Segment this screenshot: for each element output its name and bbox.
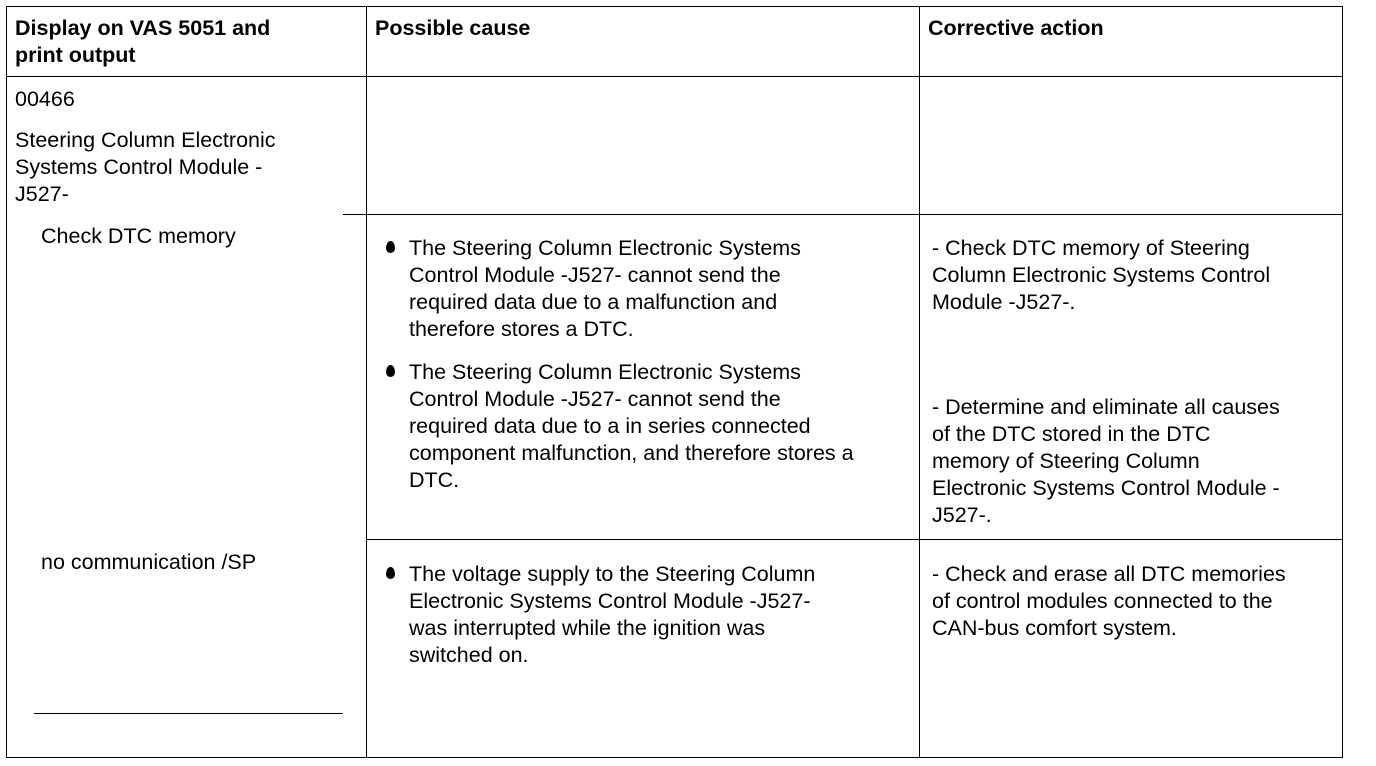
action-3-line-3: CAN-bus comfort system. [932, 616, 1177, 640]
cause-2-line-3: required data due to a in series connected [409, 414, 811, 438]
cause-2-line-4: component malfunction, and therefore stores a [409, 441, 854, 465]
component-name-line-1: Steering Column Electronic [15, 128, 276, 152]
column-divider-1 [366, 6, 367, 758]
bullet-icon [386, 365, 395, 377]
action-3-line-2: of control modules connected to the [932, 589, 1273, 613]
bullet-icon [386, 241, 395, 253]
action-1-line-3: Module -J527-. [932, 290, 1076, 314]
code-block-divider [343, 214, 1343, 215]
cause-1-line-3: required data due to a malfunction and [409, 290, 778, 314]
cause-2-line-5: DTC. [409, 468, 460, 492]
table-left-border [6, 6, 7, 758]
action-2-line-2: of the DTC stored in the DTC [932, 422, 1211, 446]
cause-2-line-1: The Steering Column Electronic Systems [409, 360, 801, 384]
row-divider [367, 539, 1343, 540]
header-corrective-action: Corrective action [928, 16, 1104, 40]
display-check-dtc-memory: Check DTC memory [41, 224, 236, 248]
header-display-line-2: print output [15, 43, 136, 67]
cause-1-line-4: therefore stores a DTC. [409, 317, 634, 341]
dtc-code: 00466 [15, 87, 75, 111]
action-2-line-4: Electronic Systems Control Module - [932, 476, 1280, 500]
display-no-communication: no communication /SP [41, 550, 257, 574]
bullet-icon [386, 567, 395, 579]
table-top-border [6, 6, 1343, 7]
cause-1-line-2: Control Module -J527- cannot send the [409, 263, 781, 287]
cause-3-line-3: was interrupted while the ignition was [409, 616, 766, 640]
display-end-line [34, 713, 343, 714]
cause-2-line-2: Control Module -J527- cannot send the [409, 387, 781, 411]
header-display-line-1: Display on VAS 5051 and [15, 16, 271, 40]
action-2-line-3: memory of Steering Column [932, 449, 1200, 473]
column-divider-2 [919, 6, 920, 758]
action-2-line-1: - Determine and eliminate all causes [932, 395, 1280, 419]
cause-3-line-4: switched on. [409, 643, 529, 667]
cause-3-line-2: Electronic Systems Control Module -J527- [409, 589, 811, 613]
action-3-line-1: - Check and erase all DTC memories [932, 562, 1286, 586]
header-possible-cause: Possible cause [375, 16, 531, 40]
header-bottom-border [6, 76, 1343, 77]
action-1-line-2: Column Electronic Systems Control [932, 263, 1271, 287]
cause-3-line-1: The voltage supply to the Steering Column [409, 562, 816, 586]
table-right-border [1342, 6, 1343, 758]
action-2-line-5: J527-. [932, 503, 992, 527]
cause-1-line-1: The Steering Column Electronic Systems [409, 236, 801, 260]
action-1-line-1: - Check DTC memory of Steering [932, 236, 1250, 260]
table-bottom-border [6, 757, 1343, 758]
component-name-line-3: J527- [15, 182, 69, 206]
component-name-line-2: Systems Control Module - [15, 155, 263, 179]
